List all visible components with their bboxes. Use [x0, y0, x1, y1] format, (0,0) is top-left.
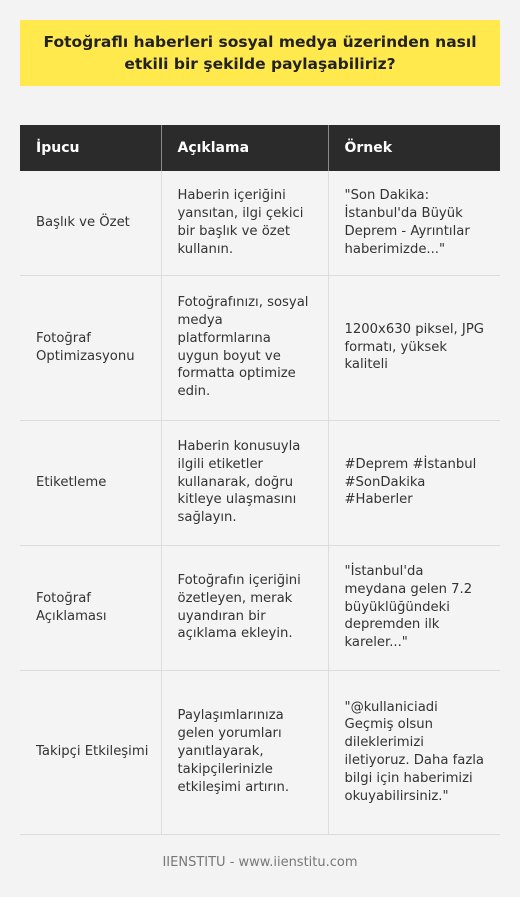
- table-row: [20, 171, 500, 275]
- cell-tip: Başlık ve Özet: [20, 171, 161, 275]
- cell-example: 1200x630 piksel, JPG formatı, yüksek kaliteli: [328, 275, 500, 420]
- table-row: [20, 545, 500, 670]
- cell-description: Paylaşımlarınıza gelen yorumları yanıtlayarak, takipçilerinizle etkileşimi artırın.: [161, 670, 328, 834]
- cell-tip: Fotoğraf Optimizasyonu: [20, 275, 161, 420]
- cell-description: Haberin içeriğini yansıtan, ilgi çekici bir başlık ve özet kullanın.: [161, 171, 328, 275]
- page-title: Fotoğraflı haberleri sosyal medya üzerinden nasıl etkili bir şekilde paylaşabiliriz?: [43, 33, 477, 73]
- header-example: Örnek: [328, 125, 500, 171]
- footer-credit: IIENSTITU - www.iienstitu.com: [162, 855, 358, 870]
- tips-table: [20, 125, 500, 835]
- cell-example: "İstanbul'da meydana gelen 7.2 büyüklüğündeki depremden ilk kareler...": [328, 545, 500, 670]
- header-description: Açıklama: [161, 125, 328, 171]
- table-header-row: [20, 125, 500, 171]
- table-row: [20, 670, 500, 834]
- title-banner: [20, 20, 500, 86]
- cell-example: "@kullaniciadi Geçmiş olsun dileklerimizi iletiyoruz. Daha fazla bilgi için haberimizi okuyabilirsiniz.": [328, 670, 500, 834]
- cell-example: "Son Dakika: İstanbul'da Büyük Deprem - Ayrıntılar haberimizde...": [328, 171, 500, 275]
- cell-tip: Takipçi Etkileşimi: [20, 670, 161, 834]
- table-row: [20, 420, 500, 545]
- cell-description: Fotoğrafınızı, sosyal medya platformlarına uygun boyut ve formatta optimize edin.: [161, 275, 328, 420]
- cell-tip: Etiketleme: [20, 420, 161, 545]
- cell-description: Fotoğrafın içeriğini özetleyen, merak uyandıran bir açıklama ekleyin.: [161, 545, 328, 670]
- cell-tip: Fotoğraf Açıklaması: [20, 545, 161, 670]
- header-tip: İpucu: [20, 125, 161, 171]
- table-row: [20, 275, 500, 420]
- cell-description: Haberin konusuyla ilgili etiketler kullanarak, doğru kitleye ulaşmasını sağlayın.: [161, 420, 328, 545]
- cell-example: #Deprem #İstanbul #SonDakika #Haberler: [328, 420, 500, 545]
